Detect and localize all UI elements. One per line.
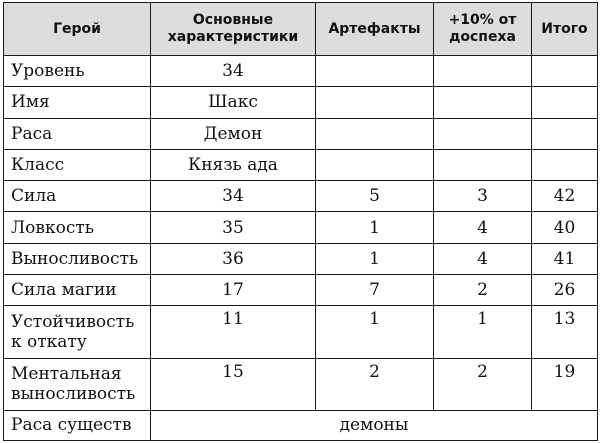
cell-total [532, 56, 598, 87]
cell-base: 36 [151, 243, 316, 274]
cell-artifacts [316, 87, 434, 118]
cell-total: 13 [532, 306, 598, 358]
cell-artifacts [316, 56, 434, 87]
cell-total: 40 [532, 212, 598, 243]
row-label: Класс [4, 149, 151, 180]
cell-armor [434, 118, 532, 149]
cell-total [532, 149, 598, 180]
cell-armor [434, 56, 532, 87]
cell-base: 34 [151, 56, 316, 87]
table-row [4, 149, 598, 180]
cell-base: 17 [151, 275, 316, 306]
cell-armor: 3 [434, 181, 532, 212]
cell-base: 11 [151, 306, 316, 358]
cell-artifacts: 1 [316, 306, 434, 358]
table-row-creature-race [4, 410, 598, 440]
row-label: Устойчивость к откату [4, 306, 151, 358]
row-label: Имя [4, 87, 151, 118]
cell-creature-race-value: демоны [151, 410, 598, 440]
cell-total [532, 87, 598, 118]
table-row [4, 243, 598, 274]
row-label: Ментальная выносливость [4, 358, 151, 410]
header-armor-bonus: +10% от доспеха [434, 3, 532, 56]
cell-artifacts: 1 [316, 243, 434, 274]
cell-armor: 1 [434, 306, 532, 358]
cell-artifacts [316, 118, 434, 149]
cell-armor: 4 [434, 243, 532, 274]
cell-artifacts: 1 [316, 212, 434, 243]
cell-artifacts: 2 [316, 358, 434, 410]
table-row [4, 87, 598, 118]
cell-total [532, 118, 598, 149]
row-label: Сила магии [4, 275, 151, 306]
row-label: Уровень [4, 56, 151, 87]
cell-armor [434, 149, 532, 180]
row-label: Раса [4, 118, 151, 149]
cell-base: Шакс [151, 87, 316, 118]
header-hero: Герой [4, 3, 151, 56]
cell-artifacts [316, 149, 434, 180]
cell-base: Демон [151, 118, 316, 149]
header-total: Итого [532, 3, 598, 56]
cell-base: 15 [151, 358, 316, 410]
table-row [4, 118, 598, 149]
cell-base: Князь ада [151, 149, 316, 180]
table-row [4, 212, 598, 243]
cell-total: 19 [532, 358, 598, 410]
header-row [4, 3, 598, 56]
table-row [4, 358, 598, 410]
cell-armor [434, 87, 532, 118]
cell-armor: 2 [434, 275, 532, 306]
row-label: Ловкость [4, 212, 151, 243]
header-base-stats: Основные характеристики [151, 3, 316, 56]
hero-stats-table [3, 2, 598, 441]
table-row [4, 56, 598, 87]
row-label: Раса существ [4, 410, 151, 440]
cell-base: 35 [151, 212, 316, 243]
table-row [4, 306, 598, 358]
row-label: Выносливость [4, 243, 151, 274]
table-row [4, 275, 598, 306]
cell-total: 26 [532, 275, 598, 306]
cell-armor: 2 [434, 358, 532, 410]
cell-artifacts: 5 [316, 181, 434, 212]
cell-artifacts: 7 [316, 275, 434, 306]
table-row [4, 181, 598, 212]
cell-armor: 4 [434, 212, 532, 243]
row-label: Сила [4, 181, 151, 212]
cell-total: 41 [532, 243, 598, 274]
cell-base: 34 [151, 181, 316, 212]
cell-total: 42 [532, 181, 598, 212]
header-artifacts: Артефакты [316, 3, 434, 56]
